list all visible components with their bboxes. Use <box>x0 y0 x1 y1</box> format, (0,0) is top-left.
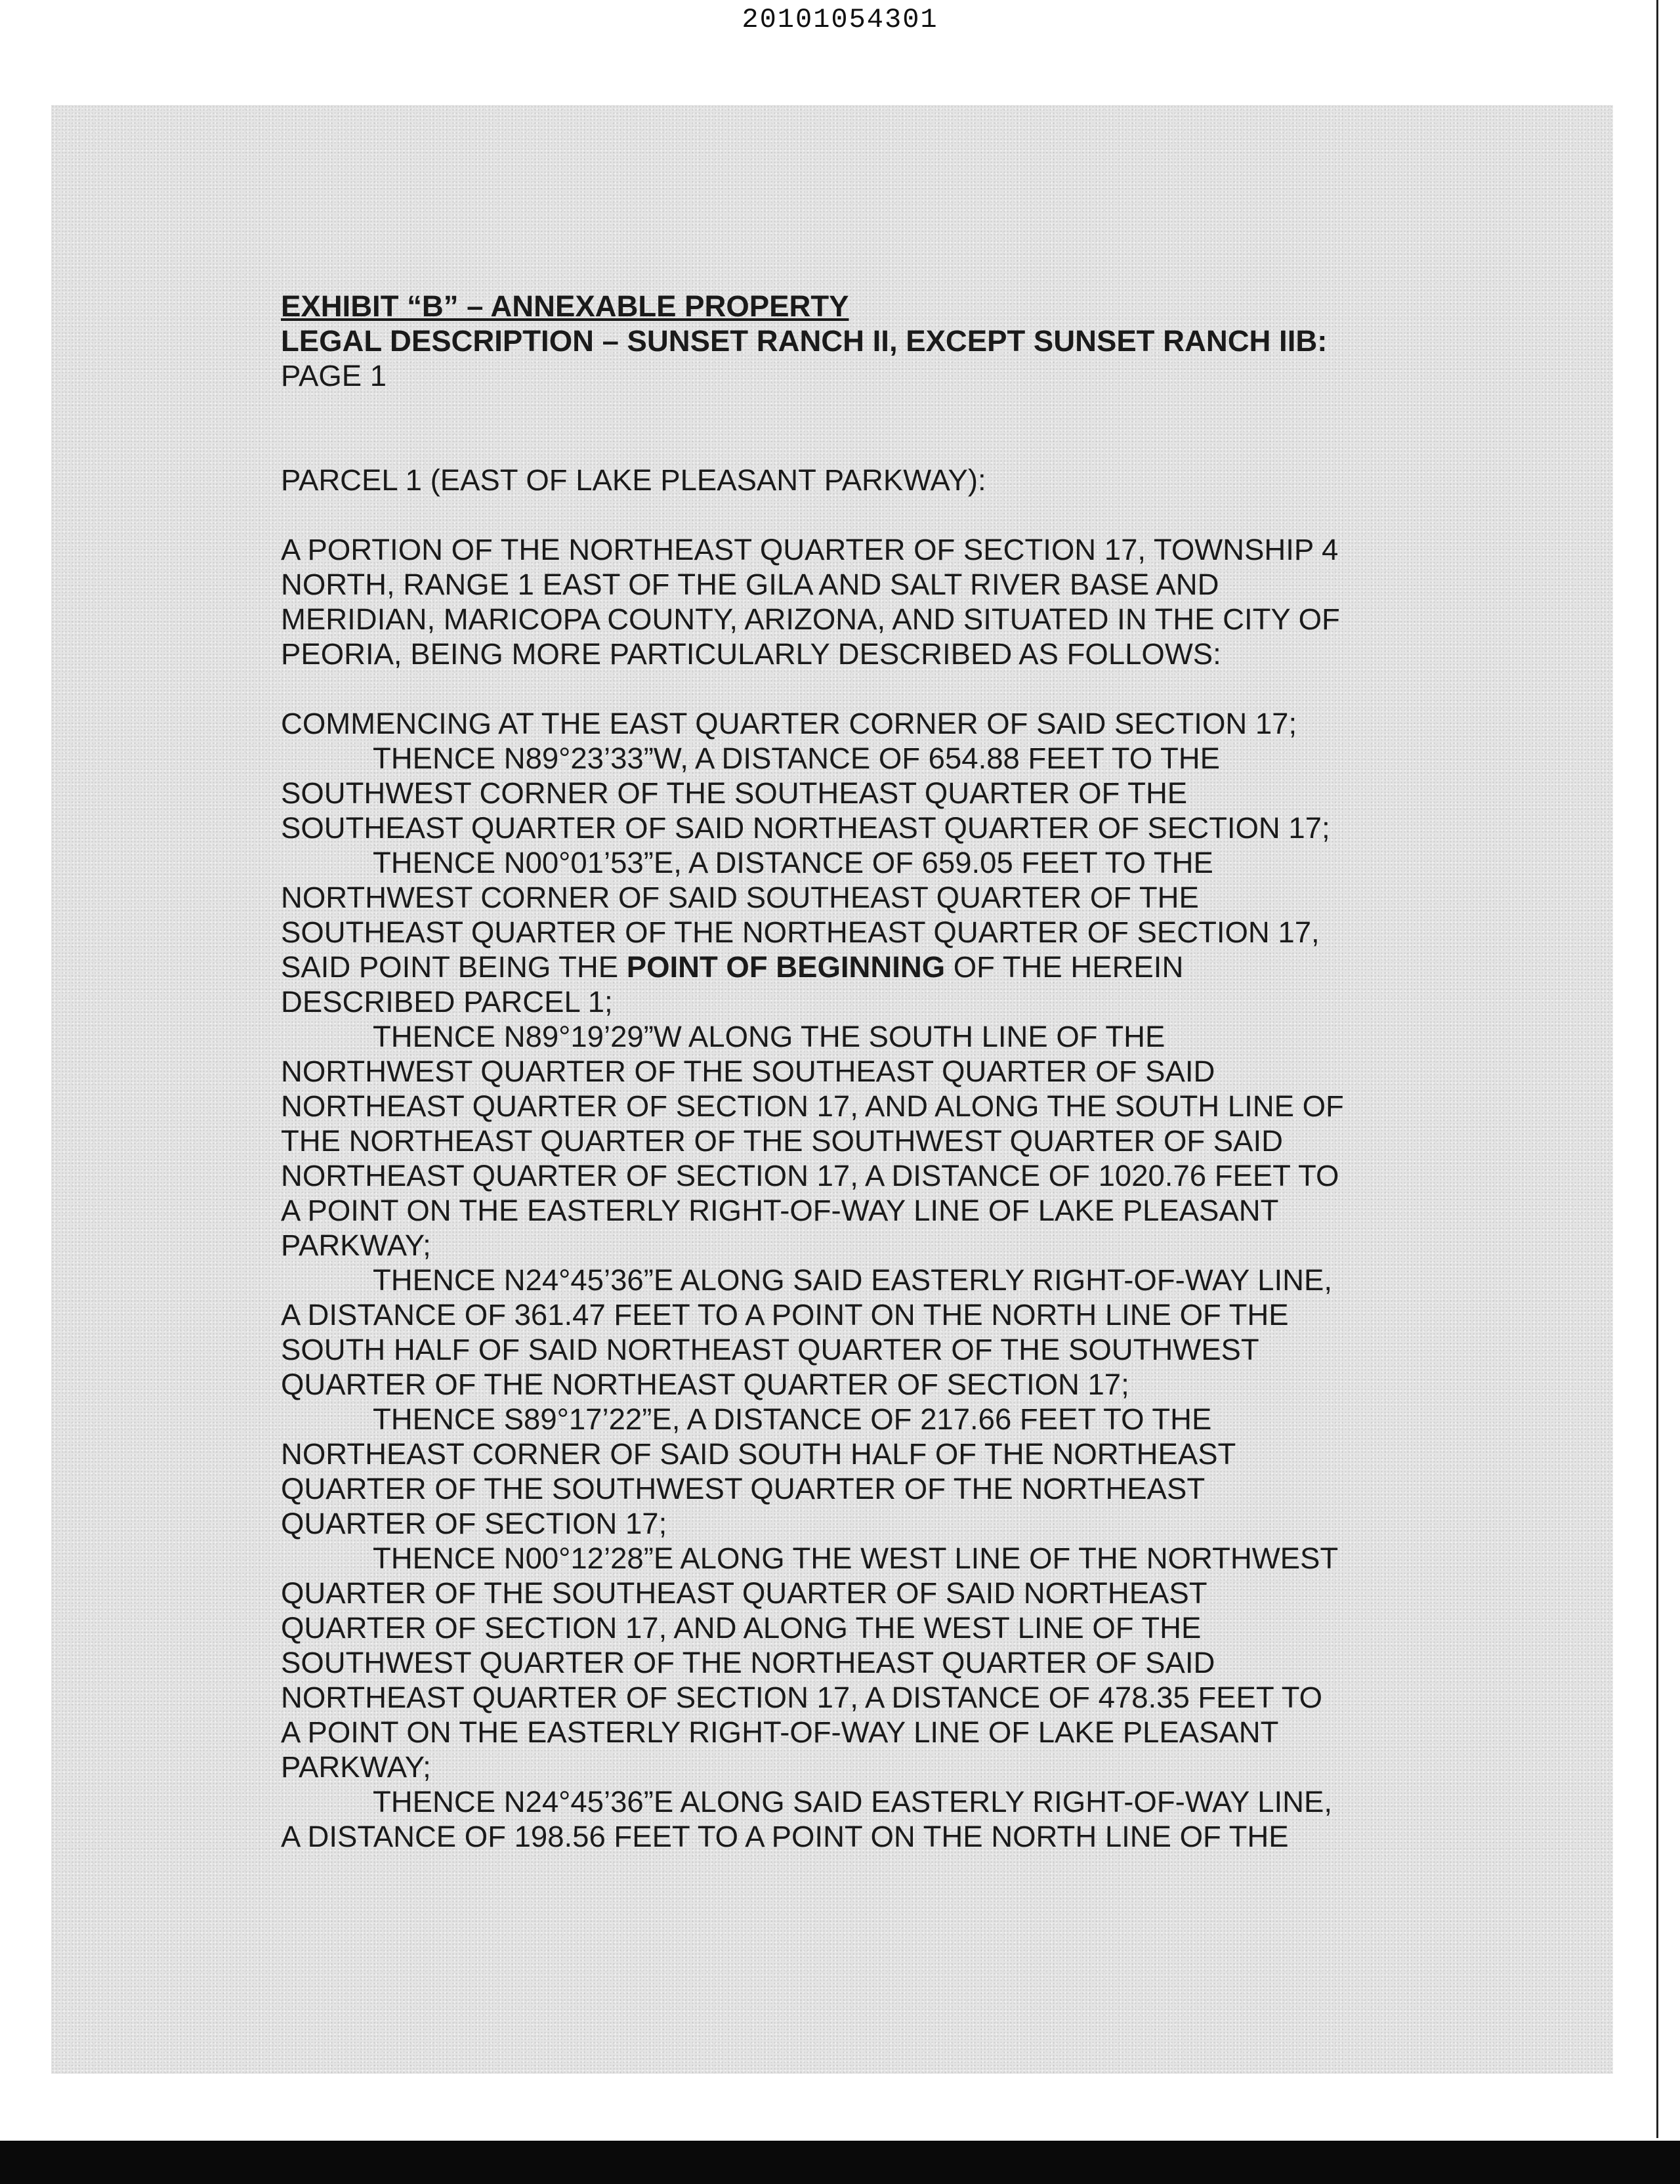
body-line: QUARTER OF SECTION 17, AND ALONG THE WEST LINE OF THE <box>281 1611 1202 1645</box>
body-line: A POINT ON THE EASTERLY RIGHT-OF-WAY LINE OF LAKE PLEASANT <box>281 1194 1279 1227</box>
body-line: NORTHEAST QUARTER OF SECTION 17, A DISTANCE OF 478.35 FEET TO <box>281 1681 1323 1714</box>
body-line: NORTHWEST QUARTER OF THE SOUTHEAST QUARTER OF SAID <box>281 1055 1215 1088</box>
intro-line: PEORIA, BEING MORE PARTICULARLY DESCRIBED AS FOLLOWS: <box>281 637 1221 671</box>
parcel-heading: PARCEL 1 (EAST OF LAKE PLEASANT PARKWAY): <box>281 463 986 497</box>
body-line: SOUTHEAST QUARTER OF THE NORTHEAST QUARTER OF SECTION 17, <box>281 915 1320 949</box>
body-line: THENCE N24°45’36”E ALONG SAID EASTERLY RIGHT-OF-WAY LINE, <box>373 1785 1332 1818</box>
exhibit-title: EXHIBIT “B” – ANNEXABLE PROPERTY <box>281 289 849 323</box>
body-line: SOUTHWEST QUARTER OF THE NORTHEAST QUARTER OF SAID <box>281 1646 1215 1679</box>
body-line: THENCE N89°23’33”W, A DISTANCE OF 654.88 FEET TO THE <box>373 742 1220 775</box>
body-line: THENCE N00°01’53”E, A DISTANCE OF 659.05 FEET TO THE <box>373 846 1213 879</box>
body-line: QUARTER OF THE NORTHEAST QUARTER OF SECTION 17; <box>281 1368 1129 1401</box>
body-line: A DISTANCE OF 361.47 FEET TO A POINT ON THE NORTH LINE OF THE <box>281 1298 1289 1332</box>
legal-description-body <box>281 289 1423 1854</box>
body-line: THENCE N89°19’29”W ALONG THE SOUTH LINE OF THE <box>373 1020 1166 1053</box>
body-line: NORTHEAST CORNER OF SAID SOUTH HALF OF THE NORTHEAST <box>281 1437 1236 1471</box>
body-line: SOUTHEAST QUARTER OF SAID NORTHEAST QUARTER OF SECTION 17; <box>281 811 1330 845</box>
body-line: NORTHWEST CORNER OF SAID SOUTHEAST QUARTER OF THE <box>281 881 1199 914</box>
body-line: SOUTH HALF OF SAID NORTHEAST QUARTER OF THE SOUTHWEST <box>281 1333 1259 1366</box>
body-line: SOUTHWEST CORNER OF THE SOUTHEAST QUARTER OF THE <box>281 776 1188 810</box>
spacer <box>281 393 1423 463</box>
body-line: THENCE N24°45’36”E ALONG SAID EASTERLY RIGHT-OF-WAY LINE, <box>373 1263 1332 1297</box>
point-of-beginning-text: POINT OF BEGINNING <box>626 950 946 984</box>
body-text: OF THE HEREIN <box>945 950 1184 984</box>
body-line <box>281 950 1423 984</box>
page-label: PAGE 1 <box>281 359 387 392</box>
body-line: QUARTER OF THE SOUTHWEST QUARTER OF THE NORTHEAST <box>281 1472 1206 1505</box>
body-line: A POINT ON THE EASTERLY RIGHT-OF-WAY LINE OF LAKE PLEASANT <box>281 1715 1279 1749</box>
intro-line: MERIDIAN, MARICOPA COUNTY, ARIZONA, AND SITUATED IN THE CITY OF <box>281 602 1340 636</box>
intro-line: NORTH, RANGE 1 EAST OF THE GILA AND SALT RIVER BASE AND <box>281 568 1219 601</box>
body-line: THE NORTHEAST QUARTER OF THE SOUTHWEST QUARTER OF SAID <box>281 1124 1283 1158</box>
body-text: SAID POINT BEING THE <box>281 950 627 984</box>
body-line: THENCE N00°12’28”E ALONG THE WEST LINE OF THE NORTHWEST <box>373 1542 1339 1575</box>
body-line: NORTHEAST QUARTER OF SECTION 17, AND ALONG THE SOUTH LINE OF <box>281 1089 1344 1123</box>
body-line: THENCE S89°17’22”E, A DISTANCE OF 217.66 FEET TO THE <box>373 1402 1212 1436</box>
body-line: NORTHEAST QUARTER OF SECTION 17, A DISTANCE OF 1020.76 FEET TO <box>281 1159 1339 1192</box>
document-number: 20101054301 <box>742 4 938 35</box>
spacer <box>281 671 1423 706</box>
spacer <box>281 497 1423 532</box>
intro-line: A PORTION OF THE NORTHEAST QUARTER OF SECTION 17, TOWNSHIP 4 <box>281 533 1339 566</box>
page-edge-rule <box>1656 0 1658 2138</box>
body-line: COMMENCING AT THE EAST QUARTER CORNER OF SAID SECTION 17; <box>281 707 1297 740</box>
body-line: PARKWAY; <box>281 1228 431 1262</box>
body-line: PARKWAY; <box>281 1750 431 1784</box>
scan-bottom-border <box>0 2141 1680 2184</box>
body-line: DESCRIBED PARCEL 1; <box>281 985 613 1018</box>
body-line: QUARTER OF THE SOUTHEAST QUARTER OF SAID NORTHEAST <box>281 1576 1208 1610</box>
legal-description-subtitle: LEGAL DESCRIPTION – SUNSET RANCH II, EXCEPT SUNSET RANCH IIB: <box>281 324 1328 358</box>
body-line: QUARTER OF SECTION 17; <box>281 1507 667 1540</box>
body-line: A DISTANCE OF 198.56 FEET TO A POINT ON THE NORTH LINE OF THE <box>281 1820 1289 1853</box>
